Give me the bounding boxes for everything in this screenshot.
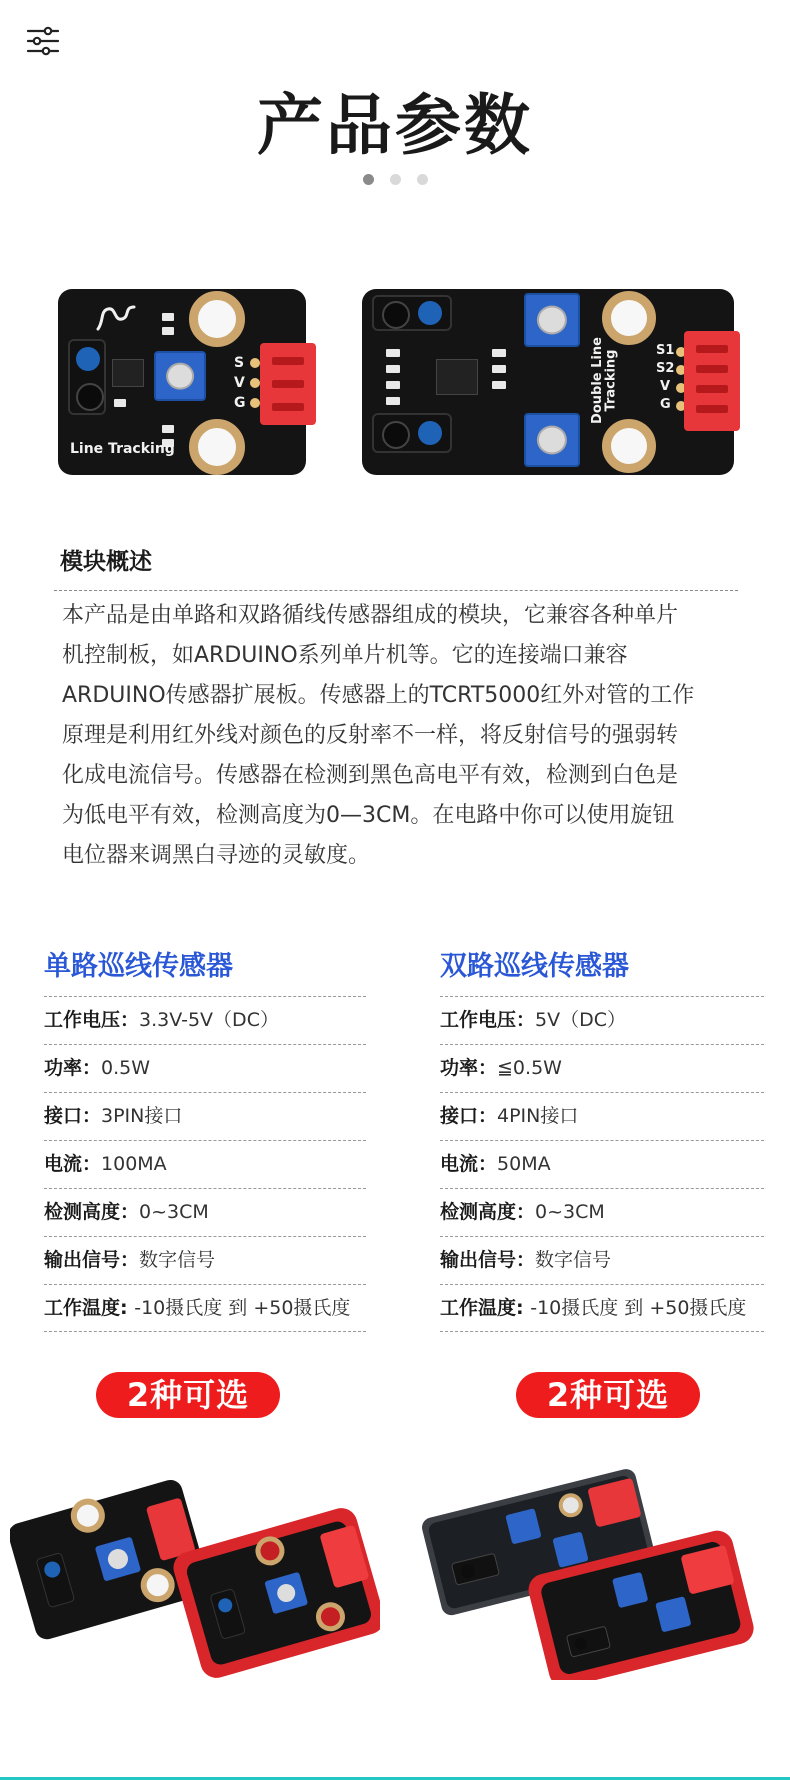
double-spec-heading: 双路巡线传感器	[440, 951, 629, 982]
overview-line: 为低电平有效，检测高度为0—3CM。在电路中你可以使用旋钮	[62, 803, 675, 828]
overview-divider	[54, 590, 738, 591]
carousel-dot-2[interactable]	[390, 174, 401, 185]
double-pin-label-s2: S2	[656, 361, 675, 376]
single-pin-label-v: V	[234, 375, 245, 391]
spec-row: 输出信号：数字信号	[44, 1236, 366, 1284]
single-pin-label-s: S	[234, 355, 245, 371]
single-line-tracking-board-image	[58, 287, 316, 477]
double-spec-table	[440, 944, 764, 1332]
double-board-label-line1: Double Line	[589, 337, 605, 424]
spec-row: 输出信号：数字信号	[440, 1236, 764, 1284]
overview-line: 机控制板，如ARDUINO系列单片机等。它的连接端口兼容	[62, 643, 628, 668]
squiggle-logo-icon	[94, 301, 144, 335]
spec-row: 检测高度：0~3CM	[44, 1188, 366, 1236]
single-pin-label-g: G	[234, 395, 246, 411]
spec-row: 接口：3PIN接口	[44, 1092, 366, 1140]
carousel-dots	[0, 170, 790, 189]
spec-row: 工作电压：5V（DC）	[440, 996, 764, 1044]
overview-description	[62, 596, 754, 876]
overview-line: 原理是利用红外线对颜色的反射率不一样，将反射信号的强弱转	[62, 723, 679, 748]
spec-row: 电流：50MA	[440, 1140, 764, 1188]
spec-row: 功率：≦0.5W	[440, 1044, 764, 1092]
double-options-badge: 2种可选	[516, 1372, 700, 1418]
page-title: 产品参数	[257, 87, 533, 164]
single-board-variants-image	[10, 1440, 380, 1680]
menu-sliders-icon[interactable]	[26, 24, 60, 58]
spec-row: 工作电压：3.3V-5V（DC）	[44, 996, 366, 1044]
double-board-label-line2: Tracking	[603, 349, 619, 412]
single-options-badge: 2种可选	[96, 1372, 280, 1418]
carousel-dot-3[interactable]	[417, 174, 428, 185]
overview-line: ARDUINO传感器扩展板。传感器上的TCRT5000红外对管的工作	[62, 683, 695, 708]
double-pin-label-g: G	[660, 397, 671, 412]
spec-row: 接口：4PIN接口	[440, 1092, 764, 1140]
single-spec-table	[44, 944, 366, 1332]
single-board-label: Line Tracking	[70, 441, 175, 457]
double-pin-label-s1: S1	[656, 343, 675, 358]
spec-row: 电流：100MA	[44, 1140, 366, 1188]
double-pin-label-v: V	[660, 379, 671, 394]
overview-line: 本产品是由单路和双路循线传感器组成的模块，它兼容各种单片	[62, 603, 679, 628]
double-board-variants-image	[416, 1440, 776, 1680]
spec-row: 功率：0.5W	[44, 1044, 366, 1092]
overview-line: 电位器来调黑白寻迹的灵敏度。	[62, 843, 371, 868]
spec-row: 检测高度：0~3CM	[440, 1188, 764, 1236]
carousel-dot-1[interactable]	[363, 174, 374, 185]
double-line-tracking-board-image	[362, 287, 740, 477]
single-spec-heading: 单路巡线传感器	[44, 951, 233, 982]
spec-row: 工作温度: -10摄氏度 到 +50摄氏度	[44, 1284, 366, 1332]
spec-row: 工作温度: -10摄氏度 到 +50摄氏度	[440, 1284, 764, 1332]
overview-title: 模块概述	[60, 549, 152, 575]
overview-line: 化成电流信号。传感器在检测到黑色高电平有效，检测到白色是	[62, 763, 679, 788]
